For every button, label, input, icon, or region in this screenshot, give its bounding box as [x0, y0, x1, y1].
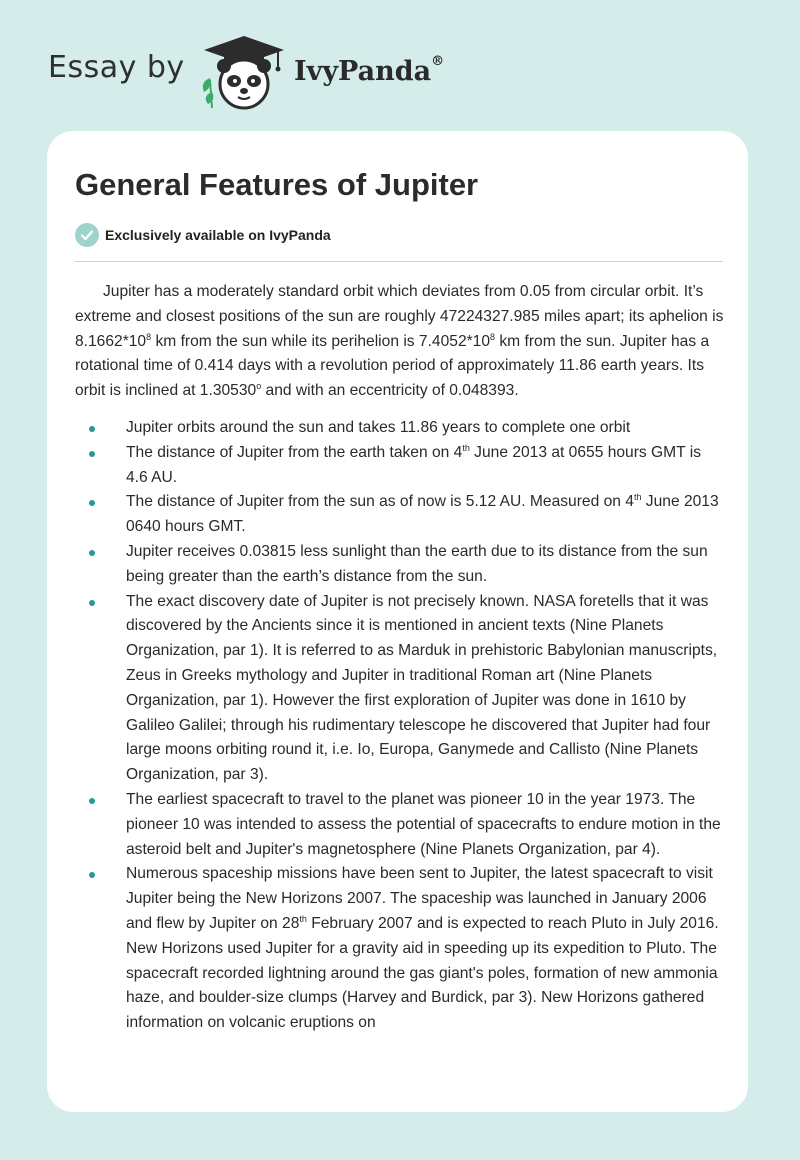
list-item: Jupiter orbits around the sun and takes 11.86 years to complete one orbit [75, 416, 725, 441]
list-item: The distance of Jupiter from the earth taken on 4th June 2013 at 0655 hours GMT is 4.6 AU. [75, 441, 725, 491]
list-item: The earliest spacecraft to travel to the planet was pioneer 10 in the year 1973. The pioneer 10 was intended to assess the potential of spacecrafts to endure motion in the asteroid belt and Jupiter's magnetosphere (Nine Planets Organization, par 4). [75, 788, 725, 862]
divider [75, 261, 723, 262]
intro-paragraph: Jupiter has a moderately standard orbit which deviates from 0.05 from circular orbit. It’s extreme and closest positions of the sun are roughly 47224327.985 miles apart; its aphelion is $8.1662*10^8$ km from the sun while its perihelion is $7.4052*10^8$ km from the sun. Jupiter has a rotational time of 0.414 days with a revolution period of approximately 11.86 earth years. Its orbit is inclined at 1.30530$^o$ and with an eccentricity of 0.048393. [75, 283, 724, 400]
essay-body [75, 280, 725, 1036]
list-item: The distance of Jupiter from the sun as of now is 5.12 AU. Measured on 4th June 2013 0640 hours GMT. [75, 490, 725, 540]
exclusive-badge [75, 223, 331, 247]
page-title: General Features of Jupiter [75, 167, 479, 202]
site-header [48, 30, 508, 110]
panda-logo-icon [198, 34, 290, 110]
essay-card [47, 131, 748, 1112]
check-circle-icon [75, 223, 99, 247]
essay-by-label: Essay by [48, 50, 185, 85]
list-item: The exact discovery date of Jupiter is not precisely known. NASA foretells that it was discovered by the Ancients since it is mentioned in ancient texts (Nine Planets Organization, par 1). It is referred to as Marduk in prehistoric Babylonian manuscripts, Zeus in Greeks mythology and Jupiter in traditional Roman art (Nine Planets Organization, par 1). However the first exploration of Jupiter was done in 1610 by Galileo Galilei; through his rudimentary telescope he discovered that Jupiter had four large moons orbiting round it, i.e. Io, Europa, Ganymede and Callisto (Nine Planets Organization, par 3). [75, 590, 725, 788]
list-item: Jupiter receives 0.03815 less sunlight than the earth due to its distance from the sun being greater than the earth’s distance from the sun. [75, 540, 725, 590]
brand-name[interactable]: IvyPanda® [294, 54, 445, 87]
facts-list [75, 416, 725, 1036]
list-item: Numerous spaceship missions have been sent to Jupiter, the latest spacecraft to visit Jupiter being the New Horizons 2007. The spaceship was launched in January 2006 and flew by Jupiter on 28th February 2007 and is expected to reach Pluto in July 2016. New Horizons used Jupiter for a gravity aid in speeding up its expedition to Pluto. The spacecraft recorded lightning around the gas giant's poles, formation of new ammonia haze, and boulder-size clumps (Harvey and Burdick, par 3). New Horizons gathered information on volcanic eruptions on [75, 862, 725, 1036]
exclusive-badge-label: Exclusively available on IvyPanda [105, 227, 331, 243]
